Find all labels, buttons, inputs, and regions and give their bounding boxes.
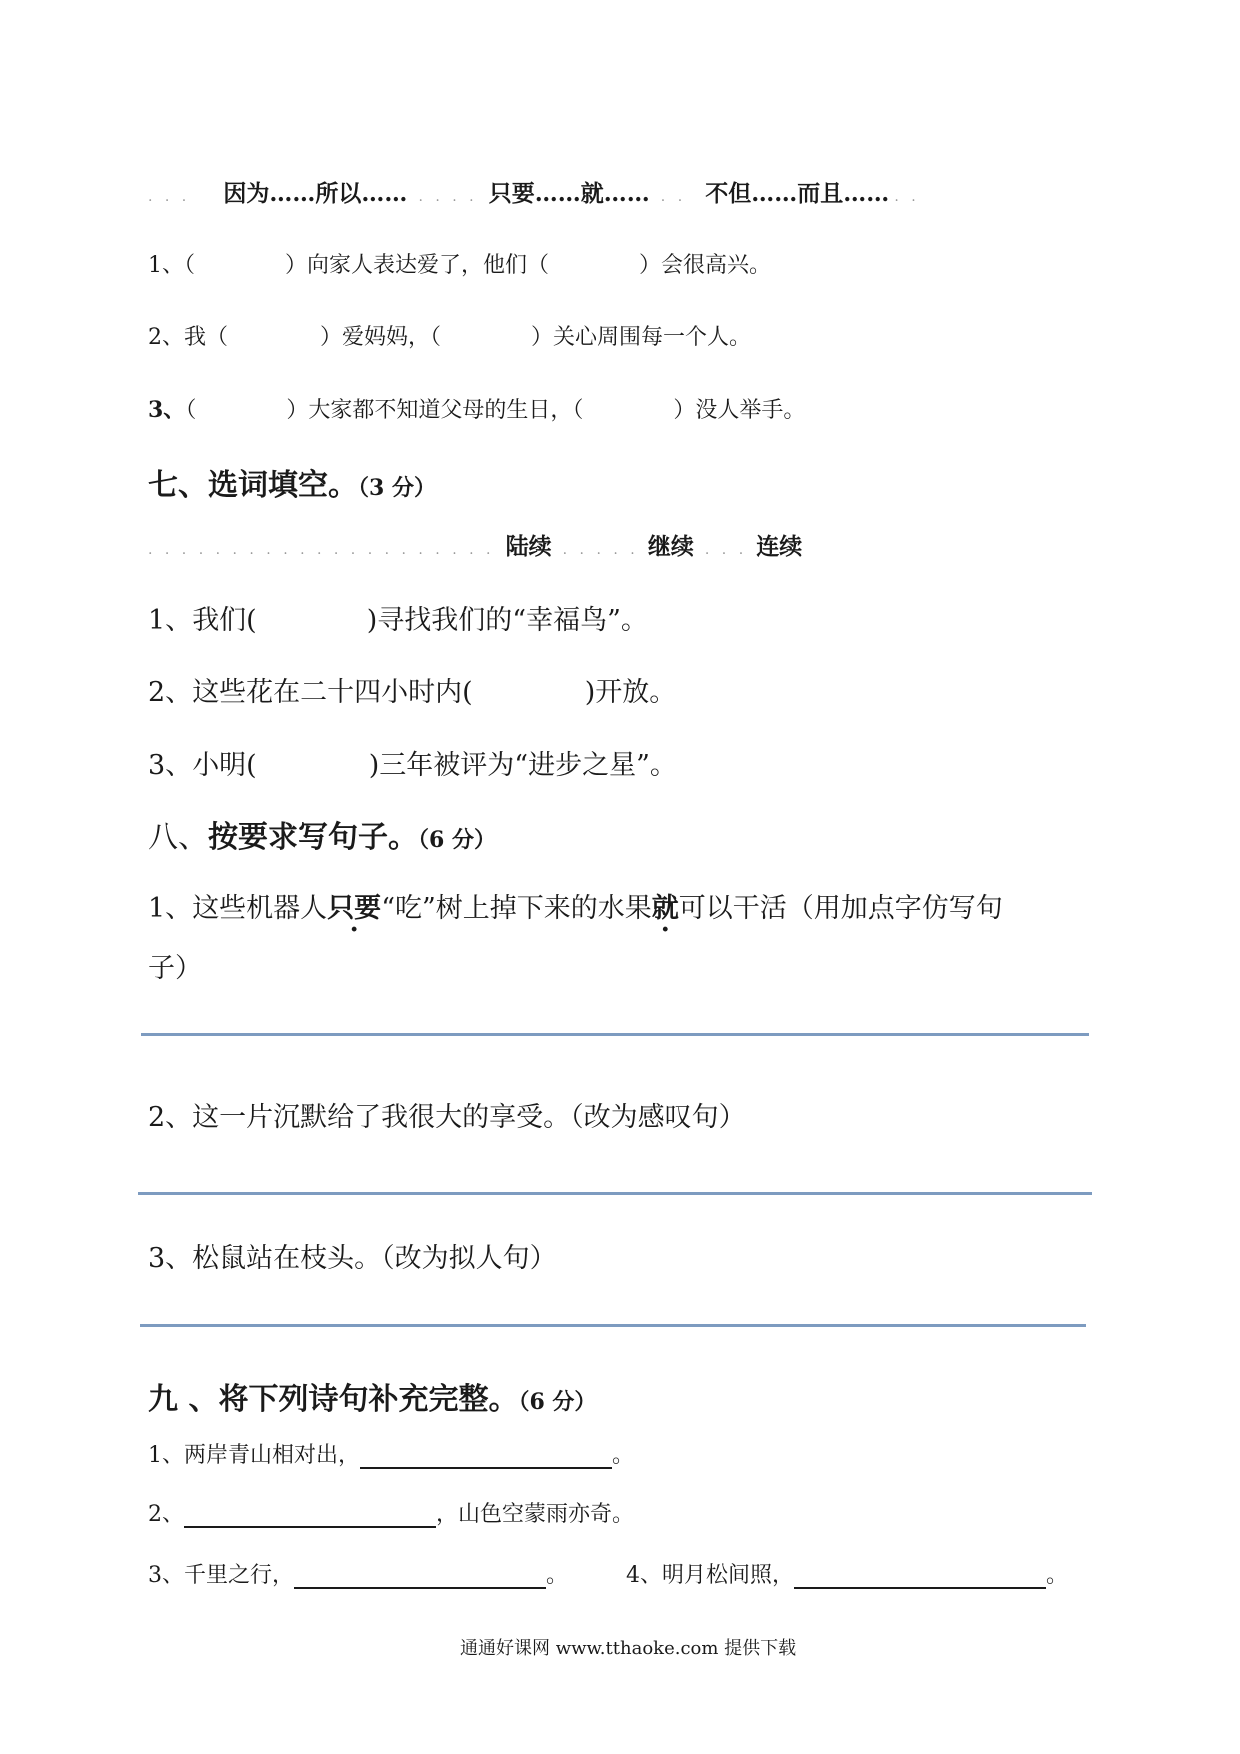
option-2: 只要……就…… (488, 180, 650, 207)
fill-blank[interactable] (794, 1561, 1046, 1589)
s9-question-4: 4、明月松间照， 。 (626, 1563, 1069, 1588)
answer-line (138, 1192, 1092, 1195)
dot-leader: . . . . (418, 189, 478, 205)
option-3: 连续 (756, 533, 803, 560)
s9-question-2: 2、 ，山色空蒙雨亦奇。 (148, 1502, 635, 1527)
s8-question-3: 3、松鼠站在枝头。（改为拟人句） (148, 1243, 557, 1274)
fill-blank[interactable] (360, 1441, 612, 1469)
dot-leader: . . . . . (562, 542, 639, 558)
s9-question-3: 3、千里之行， 。 (148, 1563, 569, 1588)
option-1: 陆续 (505, 533, 552, 560)
answer-line (140, 1324, 1086, 1327)
s8-question-1-cont: 子） (148, 953, 202, 984)
s6-question-3: 3、（ ）大家都不知道父母的生日，（ ）没人举手。 (148, 397, 806, 423)
dotted-word: 只要 (327, 893, 382, 924)
s7-question-2: 2、这些花在二十四小时内( )开放。 (148, 677, 677, 708)
section7-options (148, 528, 802, 561)
section9-title: 九 、将下列诗句补充完整。（6 分） (148, 1382, 597, 1417)
option-2: 继续 (647, 533, 694, 560)
option-3: 不但……而且…… (705, 180, 890, 207)
dot-leader: . . (894, 189, 920, 205)
footer-credit: 通通好课网 www.tthaoke.com 提供下载 (460, 1638, 797, 1659)
s6-question-2: 2、我（ ）爱妈妈，（ ）关心周围每一个人。 (148, 325, 752, 350)
fill-blank[interactable] (294, 1561, 546, 1589)
dot-leader: . . . (148, 189, 191, 205)
dot-leader: . . . . . . . . . . . . . . . . . . . . . (148, 542, 495, 558)
s9-question-1: 1、两岸青山相对出， 。 (148, 1443, 635, 1468)
s7-question-3: 3、小明( )三年被评为“进步之星”。 (148, 750, 677, 781)
option-1: 因为……所以…… (223, 180, 408, 207)
fill-blank[interactable] (184, 1500, 436, 1528)
dot-leader: . . (660, 189, 687, 205)
s8-question-1: 1、这些机器人只要“吃”树上掉下来的水果就可以干活（用加点字仿写句 (148, 886, 1003, 925)
section7-title: 七、选词填空。（3 分） (148, 468, 436, 503)
section8-title: 八、按要求写句子。（6 分） (148, 820, 496, 855)
s6-question-1: 1、（ ）向家人表达爱了，他们（ ）会很高兴。 (148, 253, 772, 278)
s7-question-1: 1、我们( )寻找我们的“幸福鸟”。 (148, 605, 648, 636)
dotted-word: 就 (651, 893, 679, 924)
dot-leader: . . . (704, 542, 748, 558)
section6-options (148, 175, 920, 208)
answer-line (141, 1033, 1089, 1036)
s8-question-2: 2、这一片沉默给了我很大的享受。（改为感叹句） (148, 1102, 746, 1133)
